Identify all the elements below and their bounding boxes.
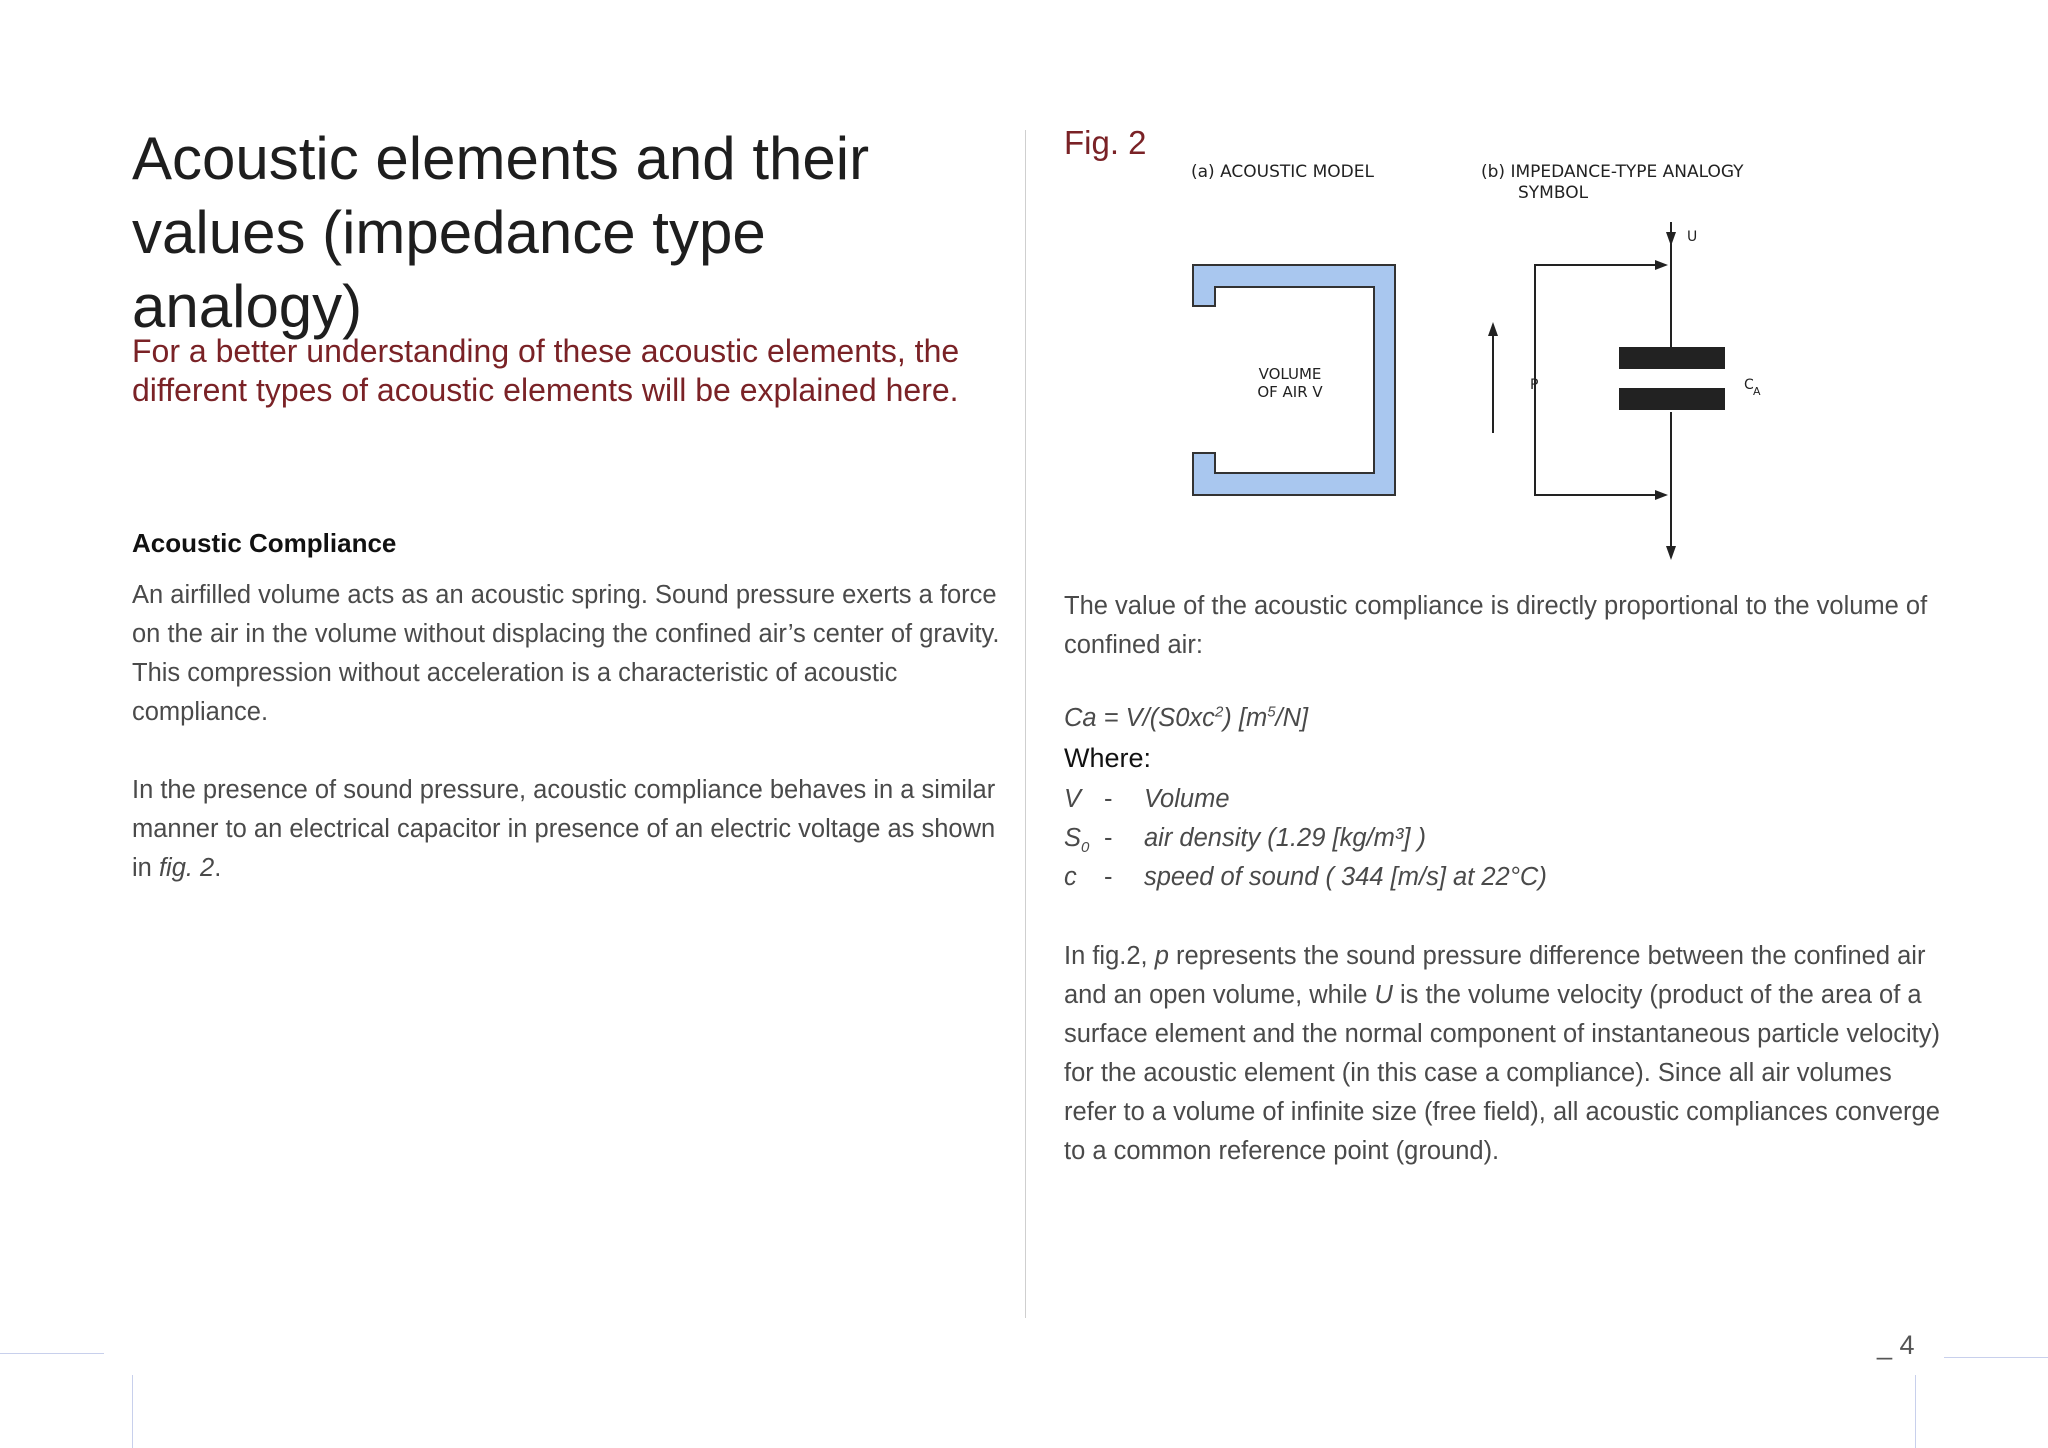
guide-line-left — [0, 1353, 104, 1354]
arrow-u-icon — [1666, 232, 1676, 246]
definition-symbol: c — [1064, 863, 1077, 891]
column-divider — [1025, 130, 1026, 1318]
symbol-u: U — [1374, 981, 1393, 1009]
where-label: Where: — [1064, 743, 1152, 773]
label-u: U — [1687, 229, 1698, 245]
volume-label-line2: OF AIR V — [1257, 383, 1323, 401]
arrow-right-bottom-icon — [1655, 490, 1668, 500]
guide-line-right — [1944, 1357, 2048, 1358]
arrow-up-pressure-icon — [1488, 322, 1498, 336]
definition-symbol: V — [1064, 785, 1082, 813]
definition-row — [1064, 780, 1547, 819]
figure-2-diagram — [1150, 150, 1810, 570]
formula-end: /N] — [1275, 704, 1309, 732]
caption-symbol: SYMBOL — [1518, 183, 1589, 203]
definition-symbol: $S_0$ — [1064, 824, 1090, 857]
paragraph-figure-explanation — [1064, 937, 1944, 1171]
label-ca-subscript: A — [1753, 385, 1761, 398]
arrow-down-icon — [1666, 546, 1676, 560]
caption-acoustic-model: (a) ACOUSTIC MODEL — [1191, 162, 1374, 182]
paragraph-text: is the volume velocity (product of the area of a surface element and the normal component of instantaneous particle velocity) for the acoustic element (in this case a compliance). Since all air volumes refer to a volume of infinite size (free field), all acoustic compliances converge to a common reference point (ground). — [1064, 981, 1940, 1165]
definition-dash: - — [1104, 863, 1113, 891]
paragraph-end: . — [214, 854, 222, 882]
definitions-list — [1064, 780, 1547, 897]
symbol-p: p — [1154, 942, 1169, 970]
paragraph-text: In fig.2, — [1064, 942, 1155, 970]
paragraph-compliance-intro: An airfilled volume acts as an acoustic spring. Sound pressure exerts a force on the air in the volume without displacing the confined air’s center of gravity. This compression without acceleration is a characteristic of acoustic compliance. — [132, 581, 1000, 726]
capacitor-plate-bottom — [1619, 388, 1725, 410]
capacitor-plate-top — [1619, 347, 1725, 369]
caption-impedance-analogy: (b) IMPEDANCE-TYPE ANALOGY — [1481, 162, 1744, 182]
lead-paragraph: For a better understanding of these acoustic elements, the different types of acoustic elements will be explained here. — [132, 333, 960, 408]
label-p: P — [1530, 377, 1539, 393]
formula-exponent-5: 5 — [1267, 703, 1276, 721]
definition-row — [1064, 858, 1547, 897]
label-ca: C — [1744, 377, 1754, 393]
section-heading: Acoustic Compliance — [132, 528, 397, 558]
definition-text: air density (1.29 [kg/m³] ) — [1144, 824, 1427, 852]
arrow-right-top-icon — [1655, 260, 1668, 270]
figure-reference: fig. 2 — [158, 854, 215, 882]
definition-text: Volume — [1144, 785, 1230, 813]
paragraph-compliance-value: The value of the acoustic compliance is directly proportional to the volume of confined air: — [1064, 592, 1928, 659]
formula-lhs: Ca = V/(S0xc — [1064, 704, 1215, 732]
formula-exponent-2: 2 — [1214, 703, 1224, 721]
figure-label: Fig. 2 — [1064, 124, 1147, 161]
page-title: Acoustic elements and their values (impedance type analogy) — [132, 125, 870, 340]
margin-line-left — [132, 1375, 133, 1448]
volume-label-line1: VOLUME — [1258, 365, 1322, 383]
compliance-formula — [1064, 704, 1308, 733]
margin-line-right — [1915, 1375, 1916, 1448]
paragraph-text: represents the sound pressure difference between the confined air and an open volume, while — [1064, 942, 1926, 1009]
paragraph-text: In the presence of sound pressure, acoustic compliance behaves in a similar manner to an electrical capacitor in presence of an electric voltage as shown in — [132, 776, 996, 882]
definition-row — [1064, 819, 1547, 858]
paragraph-capacitor-analogy — [132, 771, 1012, 888]
page-number: _ 4 — [1877, 1330, 1915, 1360]
definition-dash: - — [1104, 824, 1113, 852]
formula-mid: ) [m — [1223, 704, 1268, 732]
definition-dash: - — [1104, 785, 1113, 813]
definition-text: speed of sound ( 344 [m/s] at 22°C) — [1144, 863, 1547, 891]
